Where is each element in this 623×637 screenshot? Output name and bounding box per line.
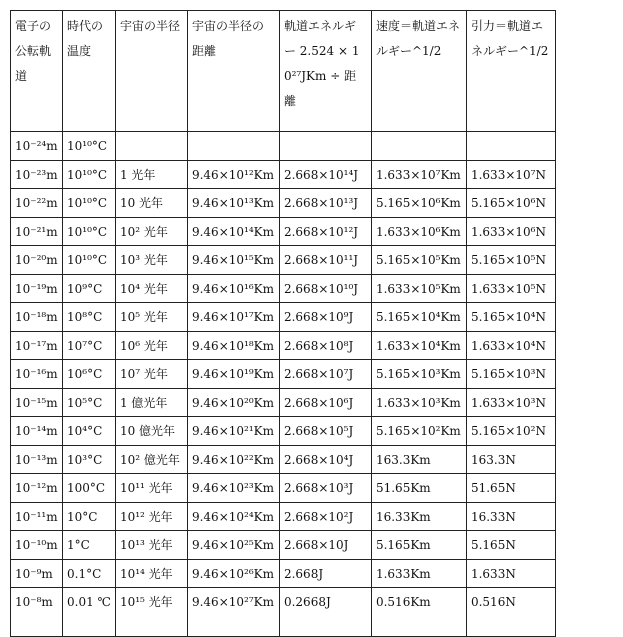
cell-radius: 1 光年 xyxy=(115,160,187,189)
header-row xyxy=(11,11,556,132)
cell-gravity: 1.633×10⁶N xyxy=(466,217,555,246)
cell-orbit: 10⁻¹⁹m xyxy=(11,274,63,303)
cell-radius: 10 億光年 xyxy=(115,417,187,446)
cell-velocity: 1.633×10⁷Km xyxy=(371,160,466,189)
cell-energy xyxy=(279,132,371,161)
cell-energy: 2.668×10⁸J xyxy=(279,331,371,360)
table-row xyxy=(11,388,556,417)
cell-orbit: 10⁻²²m xyxy=(11,189,63,218)
table-body xyxy=(11,11,556,637)
cell-distance: 9.46×10¹⁷Km xyxy=(187,303,279,332)
cell-velocity xyxy=(371,132,466,161)
cell-orbit: 10⁻⁸m xyxy=(11,588,63,637)
cell-gravity: 1.633×10⁷N xyxy=(466,160,555,189)
cell-gravity: 1.633N xyxy=(466,559,555,588)
cell-velocity: 5.165×10⁵Km xyxy=(371,246,466,275)
cell-distance: 9.46×10²²Km xyxy=(187,445,279,474)
cell-distance: 9.46×10¹⁴Km xyxy=(187,217,279,246)
cell-gravity: 5.165×10²N xyxy=(466,417,555,446)
cell-velocity: 5.165×10²Km xyxy=(371,417,466,446)
cell-distance: 9.46×10²⁰Km xyxy=(187,388,279,417)
cell-radius: 10¹³ 光年 xyxy=(115,531,187,560)
cell-velocity: 1.633×10³Km xyxy=(371,388,466,417)
cell-distance: 9.46×10¹⁵Km xyxy=(187,246,279,275)
cell-velocity: 1.633×10⁴Km xyxy=(371,331,466,360)
cell-gravity xyxy=(466,132,555,161)
cell-energy: 2.668J xyxy=(279,559,371,588)
cell-energy: 2.668×10J xyxy=(279,531,371,560)
table-row xyxy=(11,246,556,275)
cell-gravity: 5.165×10⁴N xyxy=(466,303,555,332)
cell-distance: 9.46×10²¹Km xyxy=(187,417,279,446)
cell-radius: 10¹² 光年 xyxy=(115,502,187,531)
cell-orbit: 10⁻²⁴m xyxy=(11,132,63,161)
table-row xyxy=(11,132,556,161)
cell-velocity: 1.633Km xyxy=(371,559,466,588)
cell-orbit: 10⁻¹⁸m xyxy=(11,303,63,332)
table-row xyxy=(11,303,556,332)
cell-energy: 2.668×10⁷J xyxy=(279,360,371,389)
cell-gravity: 1.633×10⁴N xyxy=(466,331,555,360)
cell-orbit: 10⁻¹³m xyxy=(11,445,63,474)
cell-energy: 0.2668J xyxy=(279,588,371,637)
cell-radius: 10¹⁵ 光年 xyxy=(115,588,187,637)
cell-energy: 2.668×10⁴J xyxy=(279,445,371,474)
cell-energy: 2.668×10⁵J xyxy=(279,417,371,446)
cell-temperature: 0.01 ℃ xyxy=(63,588,116,637)
cell-gravity: 1.633×10⁵N xyxy=(466,274,555,303)
cell-gravity: 1.633×10³N xyxy=(466,388,555,417)
cell-orbit: 10⁻²¹m xyxy=(11,217,63,246)
cell-velocity: 5.165×10⁶Km xyxy=(371,189,466,218)
cell-radius: 10 光年 xyxy=(115,189,187,218)
cell-orbit: 10⁻¹⁴m xyxy=(11,417,63,446)
cell-orbit: 10⁻¹²m xyxy=(11,474,63,503)
cell-temperature: 10⁹°C xyxy=(63,274,116,303)
cell-temperature: 100°C xyxy=(63,474,116,503)
cell-velocity: 163.3Km xyxy=(371,445,466,474)
cell-temperature: 10³°C xyxy=(63,445,116,474)
cell-radius: 10¹⁴ 光年 xyxy=(115,559,187,588)
cell-gravity: 5.165×10⁵N xyxy=(466,246,555,275)
cell-temperature: 10¹⁰°C xyxy=(63,132,116,161)
header-velocity: 速度＝軌道エネルギー^1/2 xyxy=(371,11,466,132)
cell-gravity: 5.165N xyxy=(466,531,555,560)
table-row xyxy=(11,160,556,189)
cell-distance: 9.46×10¹⁹Km xyxy=(187,360,279,389)
cell-velocity: 5.165×10⁴Km xyxy=(371,303,466,332)
cell-temperature: 10¹⁰°C xyxy=(63,160,116,189)
header-electron-orbit: 電子の公転軌道 xyxy=(11,11,63,132)
cell-temperature: 10¹⁰°C xyxy=(63,246,116,275)
table-row xyxy=(11,531,556,560)
cell-energy: 2.668×10²J xyxy=(279,502,371,531)
cell-temperature: 10⁸°C xyxy=(63,303,116,332)
cell-energy: 2.668×10³J xyxy=(279,474,371,503)
page xyxy=(10,10,556,637)
cell-temperature: 10⁴°C xyxy=(63,417,116,446)
cell-radius: 10¹¹ 光年 xyxy=(115,474,187,503)
table-row xyxy=(11,559,556,588)
cell-distance: 9.46×10²⁴Km xyxy=(187,502,279,531)
table-row xyxy=(11,588,556,637)
cell-radius: 10⁷ 光年 xyxy=(115,360,187,389)
cell-energy: 2.668×10⁶J xyxy=(279,388,371,417)
cell-orbit: 10⁻¹⁷m xyxy=(11,331,63,360)
cell-gravity: 163.3N xyxy=(466,445,555,474)
cell-temperature: 10¹⁰°C xyxy=(63,189,116,218)
table-row xyxy=(11,474,556,503)
cell-temperature: 10⁷°C xyxy=(63,331,116,360)
cell-radius: 10² 億光年 xyxy=(115,445,187,474)
cell-energy: 2.668×10⁹J xyxy=(279,303,371,332)
cell-distance: 9.46×10¹²Km xyxy=(187,160,279,189)
cell-distance: 9.46×10²⁵Km xyxy=(187,531,279,560)
header-gravity: 引力＝軌道エネルギー^1/2 xyxy=(466,11,555,132)
cell-velocity: 0.516Km xyxy=(371,588,466,637)
cell-velocity: 51.65Km xyxy=(371,474,466,503)
cell-radius xyxy=(115,132,187,161)
cell-temperature: 1°C xyxy=(63,531,116,560)
cell-distance: 9.46×10¹³Km xyxy=(187,189,279,218)
table-row xyxy=(11,360,556,389)
cell-temperature: 10°C xyxy=(63,502,116,531)
cell-gravity: 0.516N xyxy=(466,588,555,637)
cell-orbit: 10⁻¹⁰m xyxy=(11,531,63,560)
table-row xyxy=(11,502,556,531)
cell-radius: 10⁵ 光年 xyxy=(115,303,187,332)
header-radius-distance: 宇宙の半径の距離 xyxy=(187,11,279,132)
cell-radius: 10² 光年 xyxy=(115,217,187,246)
header-era-temperature: 時代の温度 xyxy=(63,11,116,132)
table-row xyxy=(11,217,556,246)
cell-radius: 10³ 光年 xyxy=(115,246,187,275)
cell-velocity: 1.633×10⁵Km xyxy=(371,274,466,303)
cell-distance: 9.46×10¹⁶Km xyxy=(187,274,279,303)
cell-energy: 2.668×10¹⁴J xyxy=(279,160,371,189)
table-row xyxy=(11,274,556,303)
cell-orbit: 10⁻¹¹m xyxy=(11,502,63,531)
header-orbital-energy: 軌道エネルギー 2.524 × 10²⁷JKm ÷ 距離 xyxy=(279,11,371,132)
cell-radius: 10⁶ 光年 xyxy=(115,331,187,360)
cell-gravity: 51.65N xyxy=(466,474,555,503)
cell-velocity: 1.633×10⁶Km xyxy=(371,217,466,246)
cell-velocity: 5.165×10³Km xyxy=(371,360,466,389)
cell-temperature: 10⁶°C xyxy=(63,360,116,389)
table-row xyxy=(11,445,556,474)
table-row xyxy=(11,189,556,218)
cell-velocity: 5.165Km xyxy=(371,531,466,560)
cell-distance: 9.46×10²³Km xyxy=(187,474,279,503)
cell-temperature: 0.1°C xyxy=(63,559,116,588)
cell-radius: 1 億光年 xyxy=(115,388,187,417)
data-table xyxy=(10,10,556,637)
cell-velocity: 16.33Km xyxy=(371,502,466,531)
cell-energy: 2.668×10¹¹J xyxy=(279,246,371,275)
cell-orbit: 10⁻¹⁶m xyxy=(11,360,63,389)
cell-distance: 9.46×10¹⁸Km xyxy=(187,331,279,360)
cell-gravity: 16.33N xyxy=(466,502,555,531)
header-universe-radius: 宇宙の半径 xyxy=(115,11,187,132)
cell-energy: 2.668×10¹⁰J xyxy=(279,274,371,303)
cell-distance: 9.46×10²⁷Km xyxy=(187,588,279,637)
cell-radius: 10⁴ 光年 xyxy=(115,274,187,303)
cell-gravity: 5.165×10⁶N xyxy=(466,189,555,218)
cell-energy: 2.668×10¹²J xyxy=(279,217,371,246)
cell-temperature: 10⁵°C xyxy=(63,388,116,417)
cell-temperature: 10¹⁰°C xyxy=(63,217,116,246)
cell-distance: 9.46×10²⁶Km xyxy=(187,559,279,588)
cell-gravity: 5.165×10³N xyxy=(466,360,555,389)
cell-orbit: 10⁻¹⁵m xyxy=(11,388,63,417)
cell-orbit: 10⁻²³m xyxy=(11,160,63,189)
cell-orbit: 10⁻²⁰m xyxy=(11,246,63,275)
cell-orbit: 10⁻⁹m xyxy=(11,559,63,588)
table-row xyxy=(11,417,556,446)
cell-distance xyxy=(187,132,279,161)
table-row xyxy=(11,331,556,360)
cell-energy: 2.668×10¹³J xyxy=(279,189,371,218)
